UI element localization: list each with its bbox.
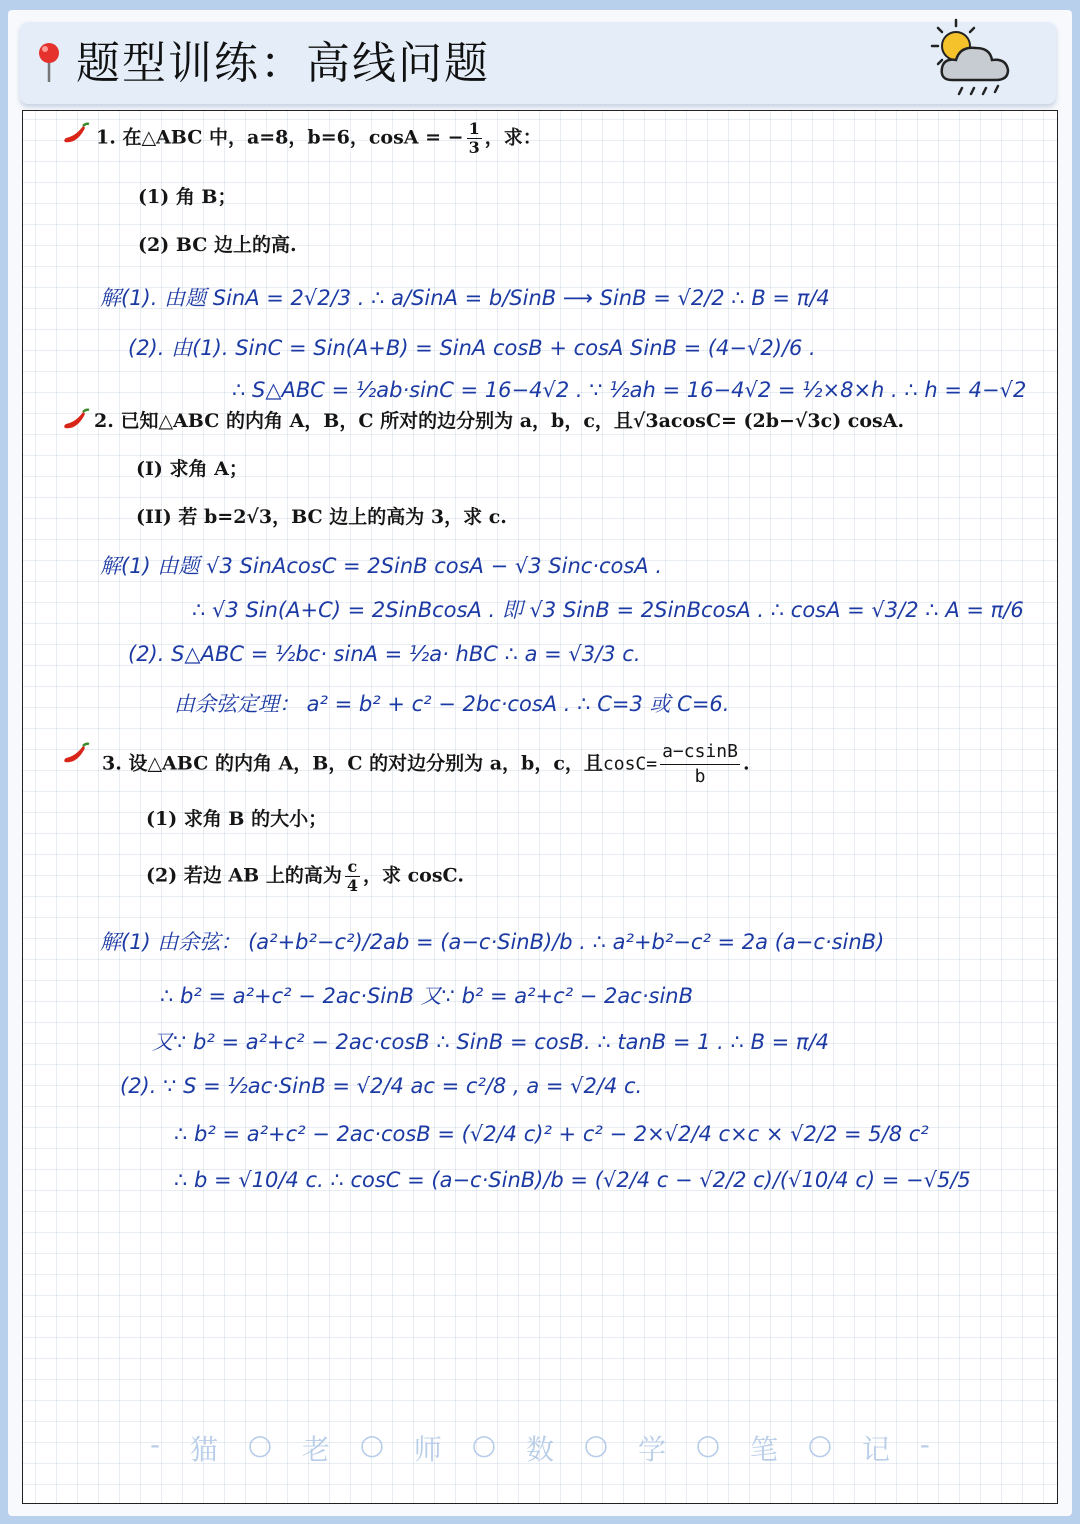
footer-watermark [150, 1428, 930, 1468]
problem-2-part-2: (II) 若 b=2√3，BC 边上的高为 3，求 c. [136, 506, 507, 528]
chili-icon [62, 122, 90, 146]
footer-char: 老 [301, 1433, 330, 1466]
footer-char: 数 [525, 1433, 554, 1466]
footer-char: ○ [471, 1428, 497, 1461]
problem-1-solution-line-1: 解(1). 由题 SinA = 2√2/3 . ∴ a/SinA = b/SinB ⟶ SinB = √2/2 ∴ B = π/4 [100, 286, 830, 310]
problem-1-stem: 1. 在△ABC 中，a=8，b=6，cosA = − $\frac{1}{3}$ ，求： [96, 119, 542, 157]
problem-3-solution-line-5: ∴ b² = a²+c² − 2ac·cosB = (√2/4 c)² + c² − 2×√2/4 c×c × √2/2 = 5/8 c² [174, 1122, 929, 1146]
problem-1-part-1: (1) 角 B； [138, 186, 237, 208]
problem-1-part-2: (2) BC 边上的高. [138, 234, 297, 256]
problem-1-solution-line-2: (2). 由(1). SinC = Sin(A+B) = SinA cosB + cosA SinB = (4−√2)/6 . [128, 336, 816, 360]
footer-char: 猫 [189, 1433, 218, 1466]
map-pin-icon [34, 40, 64, 84]
sun-cloud-rain-icon [922, 14, 1022, 100]
chili-icon [62, 742, 90, 766]
problem-2-solution-line-3: (2). S△ABC = ½bc· sinA = ½a· hBC ∴ a = √3/3 c. [128, 642, 641, 666]
problem-3-solution-line-6: ∴ b = √10/4 c. ∴ cosC = (a−c·SinB)/b = (√2/4 c − √2/2 c)/(√10/4 c) = −√5/5 [174, 1168, 971, 1192]
problem-3-solution-line-3: 又∵ b² = a²+c² − 2ac·cosB ∴ SinB = cosB. ∴ tanB = 1 . ∴ B = π/4 [152, 1030, 830, 1054]
footer-char: ○ [583, 1428, 609, 1461]
footer-char: 学 [637, 1433, 666, 1466]
footer-char: - [150, 1428, 161, 1461]
problem-3-part-1: (1) 求角 B 的大小； [146, 808, 328, 830]
footer-char: 记 [861, 1433, 890, 1466]
footer-char: 笔 [749, 1433, 778, 1466]
problem-3-stem: 3. 设△ABC 的内角 A，B，C 的对边分别为 a，b，c，且cosC= $\frac{a-csinB}{b}$ . [102, 741, 750, 787]
footer-char: ○ [359, 1428, 385, 1461]
page-title: 题型训练：高线问题 [76, 38, 490, 89]
problem-2-stem: 2. 已知△ABC 的内角 A，B，C 所对的边分别为 a，b，c，且√3acosC= (2b−√3c) cosA. [94, 410, 905, 432]
problem-2-solution-line-2: ∴ √3 Sin(A+C) = 2SinBcosA . 即 √3 SinB = 2SinBcosA . ∴ cosA = √3/2 ∴ A = π/6 [192, 598, 1024, 622]
problem-3-solution-line-4: (2). ∵ S = ½ac·SinB = √2/4 ac = c²/8 , a = √2/4 c. [120, 1074, 643, 1098]
problem-3-solution-line-1: 解(1) 由余弦： (a²+b²−c²)/2ab = (a−c·SinB)/b . ∴ a²+b²−c² = 2a (a−c·sinB) [100, 930, 885, 954]
problem-2-solution-line-1: 解(1) 由题 √3 SinAcosC = 2SinB cosA − √3 Sinc·cosA . [100, 554, 663, 578]
footer-char: ○ [247, 1428, 273, 1461]
footer-char: ○ [695, 1428, 721, 1461]
footer-char: - [919, 1428, 930, 1461]
problem-2-part-1: (I) 求角 A； [136, 458, 248, 480]
problem-1-solution-line-3: ∴ S△ABC = ½ab·sinC = 16−4√2 . ∵ ½ah = 16−4√2 = ½×8×h . ∴ h = 4−√2 [232, 378, 1027, 402]
problem-2-solution-line-4: 由余弦定理： a² = b² + c² − 2bc·cosA . ∴ C=3 或 C=6. [174, 692, 730, 716]
footer-char: 师 [413, 1433, 442, 1466]
problem-3-solution-line-2: ∴ b² = a²+c² − 2ac·SinB 又∵ b² = a²+c² − 2ac·sinB [160, 984, 693, 1008]
footer-char: ○ [807, 1428, 833, 1461]
problem-3-part-2: (2) 若边 AB 上的高为 $\frac{c}{4}$ ，求 cosC. [146, 857, 464, 895]
chili-icon [62, 408, 90, 432]
